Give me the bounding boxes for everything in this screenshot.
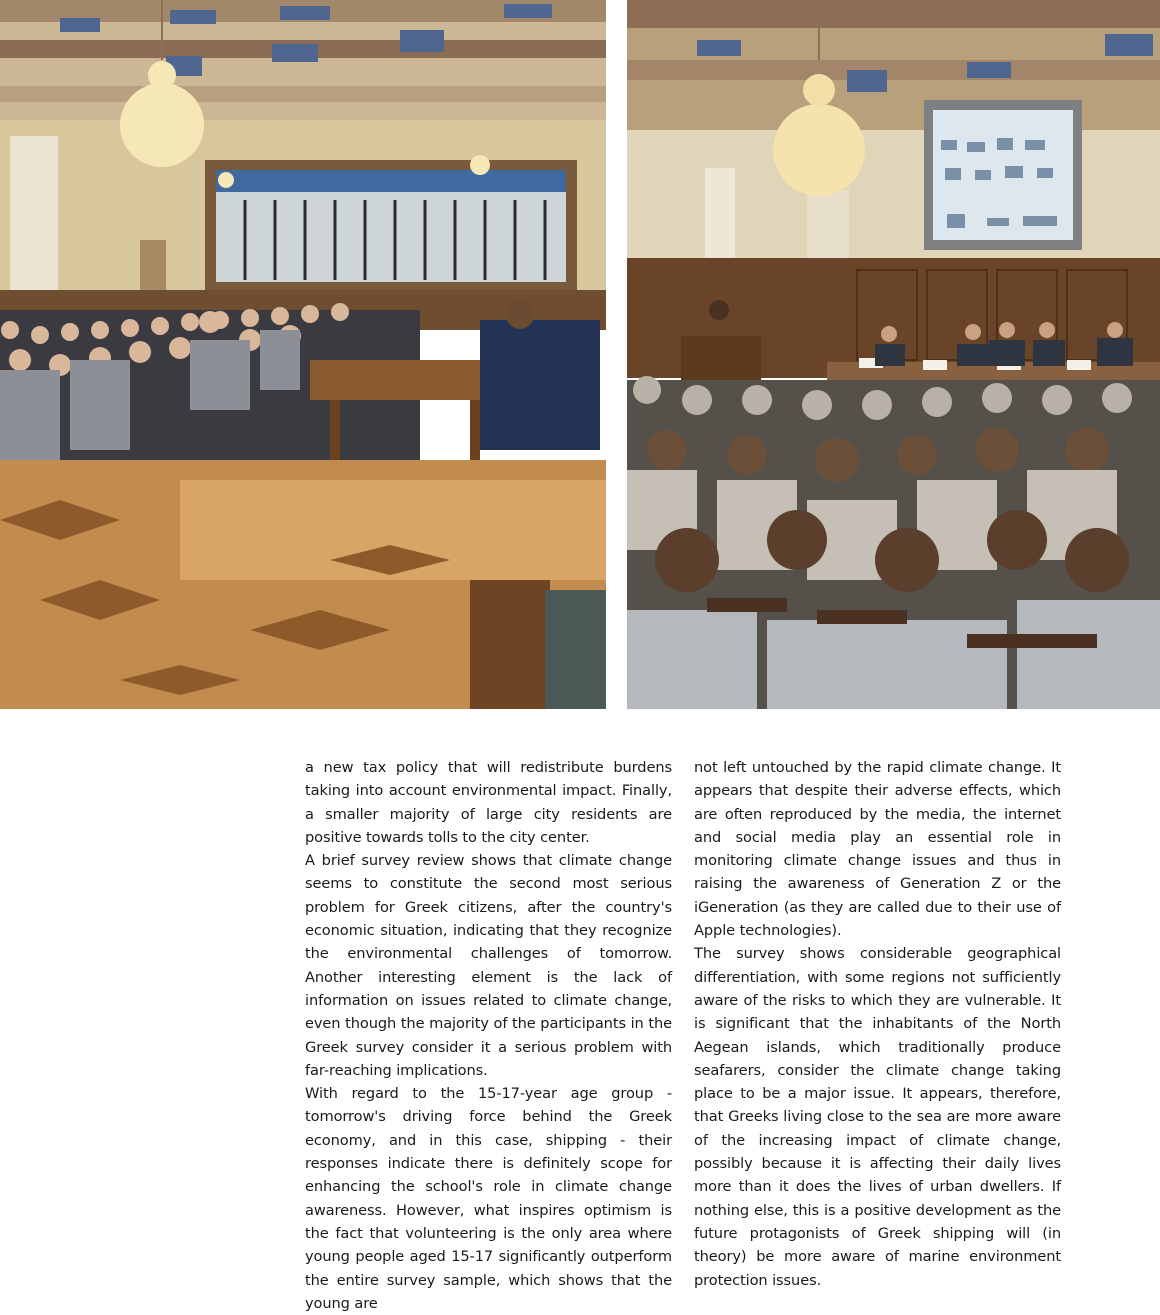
paragraph: With regard to the 15-17-year age group - tomorrow's driving force behind the Greek economy, and in this case, shipping - their responses indicate there is definitely scope for enhancing the school's role in climate change awareness. However, what inspires optimism is the fact that volunteering is the only area where young people aged 15-17 significantly outperform the entire survey sample, which shows that the young are: [305, 1085, 672, 1312]
paragraph: The survey shows considerable geographical differentiation, with some regions not sufficiently aware of the risks to which they are vulnerable. It is significant that the inhabitants of the North Aegean islands, which traditionally produce seafarers, consider the climate change taking place to be a major issue. It appears, therefore, that Greeks living close to the sea are more aware of the increasing impact of climate change, possibly because it is affecting their daily lives more than it does the lives of urban dwellers. If nothing else, this is a positive development as the future protagonists of Greek shipping will (in theory) be more aware of marine environment protection issues.: [694, 945, 1061, 1289]
article-column-right: [694, 756, 1061, 1292]
conference-hall-photo: [0, 0, 606, 709]
paragraph: not left untouched by the rapid climate change. It appears that despite their adverse effects, which are often reproduced by the media, the internet and social media play an essential role in monitoring climate change issues and thus in raising the awareness of Generation Z or the iGeneration (as they are called due to their use of Apple technologies).: [694, 759, 1061, 940]
panel-discussion-illustration: [627, 0, 1160, 709]
conference-hall-illustration: [0, 0, 606, 709]
paragraph: A brief survey review shows that climate change seems to constitute the second most serious problem for Greek citizens, after the country's economic situation, indicating that they recognize the environmental challenges of tomorrow. Another interesting element is the lack of information on issues related to climate change, even though the majority of the participants in the Greek survey consider it a serious problem with far-reaching implications.: [305, 852, 672, 1079]
panel-discussion-photo: [627, 0, 1160, 709]
article-column-left: [305, 756, 672, 1315]
paragraph: a new tax policy that will redistribute burdens taking into account environmental impact. Finally, a smaller majority of large city residents are positive towards tolls to the city center.: [305, 759, 672, 846]
